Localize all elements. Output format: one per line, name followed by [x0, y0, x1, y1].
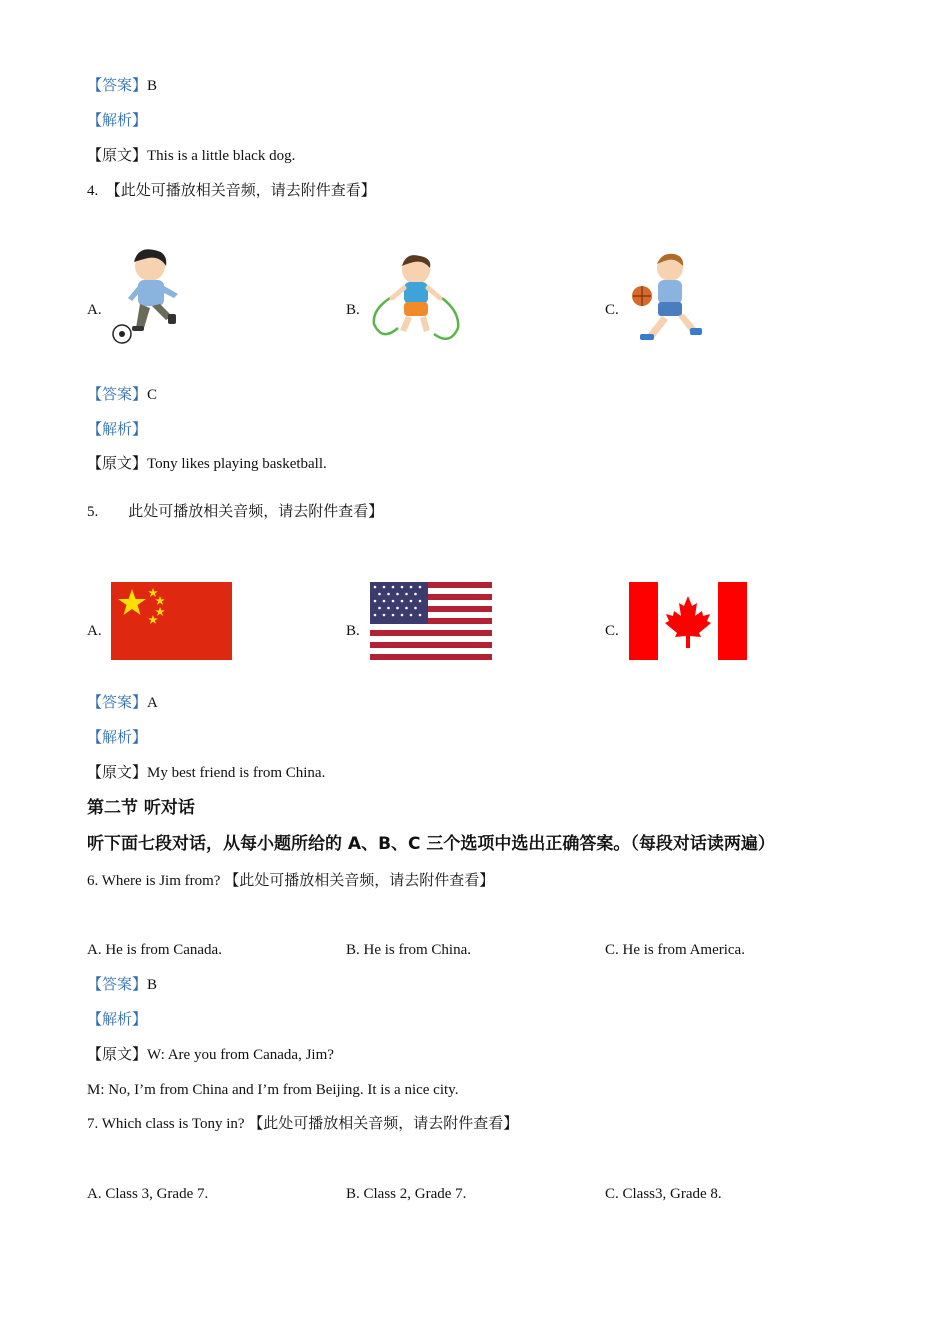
q4-script — [87, 454, 327, 474]
q4-option-c-label: C. — [605, 302, 619, 318]
q6-option-b: B. He is from China. — [346, 942, 471, 958]
answer-tag: 【答案】 — [87, 387, 148, 403]
boy-skipping-rope-image — [368, 250, 464, 353]
q5-option-a-label: A. — [87, 623, 102, 639]
q6-stem: 6. Where is Jim from? 【此处可播放相关音频，请去附件查看】 — [87, 873, 495, 889]
answer-value: B — [147, 977, 158, 993]
q7-option-a: A. Class 3, Grade 7. — [87, 1186, 209, 1202]
q6-option-c: C. He is from America. — [605, 942, 745, 958]
q4-stem: 4. 【此处可播放相关音频，请去附件查看】 — [87, 183, 376, 199]
q5-option-b-label: B. — [346, 623, 360, 639]
answer-tag: 【答案】 — [87, 695, 148, 711]
script-tag: 【原文】 — [87, 765, 148, 781]
script-tag: 【原文】 — [87, 456, 148, 472]
answer-tag: 【答案】 — [87, 78, 148, 94]
script-tag: 【原文】 — [87, 1047, 148, 1063]
q4-analysis-tag: 【解析】 — [87, 422, 148, 438]
script-text: My best friend is from China. — [147, 765, 326, 781]
script-tag: 【原文】 — [87, 148, 148, 164]
boy-playing-basketball-image — [626, 250, 708, 353]
china-flag-image — [111, 582, 232, 665]
section-instruction: 听下面七段对话，从每小题所给的 A、B、C 三个选项中选出正确答案。（每段对话读两遍） — [87, 834, 775, 854]
q5-option-c-label: C. — [605, 623, 619, 639]
canada-flag-image — [629, 582, 747, 665]
q6-script — [87, 1045, 334, 1065]
section-title: 第二节 听对话 — [87, 798, 195, 818]
usa-flag-image — [370, 582, 492, 665]
q5-script — [87, 763, 325, 783]
q6-analysis-tag: 【解析】 — [87, 1012, 148, 1028]
answer-value: B — [147, 78, 158, 94]
q6-script-line2: M: No, I’m from China and I’m from Beijing. It is a nice city. — [87, 1082, 459, 1098]
script-text: W: Are you from Canada, Jim? — [147, 1047, 334, 1063]
q3-script — [87, 146, 295, 166]
script-text: Tony likes playing basketball. — [147, 456, 327, 472]
answer-tag: 【答案】 — [87, 977, 148, 993]
answer-value: C — [147, 387, 158, 403]
boy-kicking-soccer-ball-image — [108, 246, 186, 353]
q7-option-b: B. Class 2, Grade 7. — [346, 1186, 467, 1202]
script-text: This is a little black dog. — [147, 148, 296, 164]
q5-analysis-tag: 【解析】 — [87, 730, 148, 746]
q5-stem: 5. 此处可播放相关音频，请去附件查看】 — [87, 504, 384, 520]
q6-option-a: A. He is from Canada. — [87, 942, 222, 958]
q4-option-a-label: A. — [87, 302, 102, 318]
q4-option-b-label: B. — [346, 302, 360, 318]
q6-answer — [87, 975, 157, 995]
q3-answer — [87, 76, 157, 96]
q5-answer — [87, 693, 158, 713]
q7-option-c: C. Class3, Grade 8. — [605, 1186, 722, 1202]
q3-analysis-tag: 【解析】 — [87, 113, 148, 129]
q7-stem: 7. Which class is Tony in? 【此处可播放相关音频，请去附件查看】 — [87, 1116, 519, 1132]
q4-answer — [87, 385, 157, 405]
answer-value: A — [147, 695, 158, 711]
